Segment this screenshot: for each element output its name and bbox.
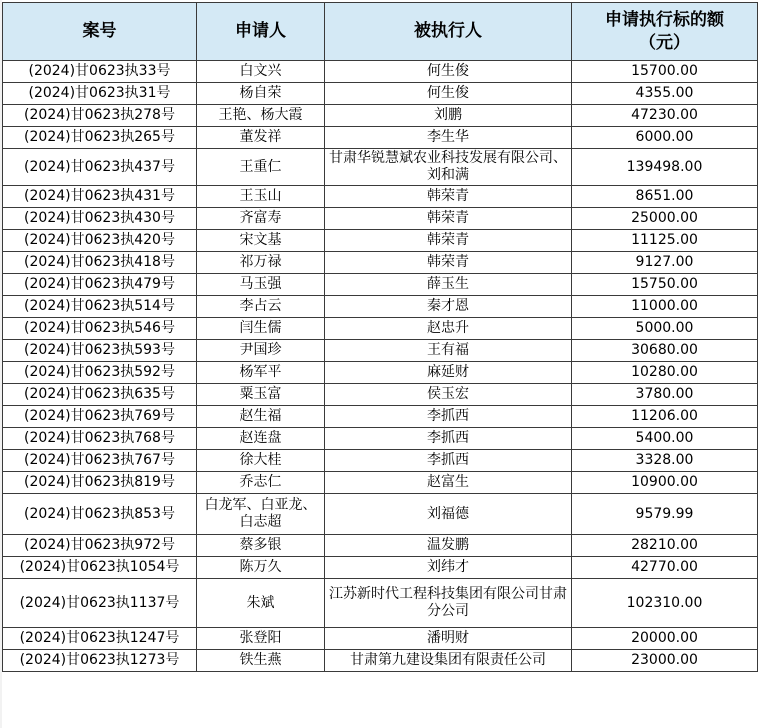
cell-case-no[interactable]: (2024)甘0623执769号 bbox=[3, 406, 197, 428]
cell-respondent[interactable]: 韩荣青 bbox=[325, 230, 572, 252]
cell-respondent[interactable]: 韩荣青 bbox=[325, 208, 572, 230]
cell-amount[interactable]: 6000.00 bbox=[572, 127, 758, 149]
cell-case-no[interactable]: (2024)甘0623执853号 bbox=[3, 494, 197, 535]
case-table bbox=[2, 2, 758, 672]
cell-amount[interactable]: 30680.00 bbox=[572, 340, 758, 362]
cell-amount[interactable]: 3780.00 bbox=[572, 384, 758, 406]
cell-applicant[interactable]: 齐富寿 bbox=[197, 208, 325, 230]
table-row bbox=[3, 318, 758, 340]
cell-case-no[interactable]: (2024)甘0623执635号 bbox=[3, 384, 197, 406]
table-row bbox=[3, 274, 758, 296]
cell-case-no[interactable]: (2024)甘0623执593号 bbox=[3, 340, 197, 362]
cell-case-no[interactable]: (2024)甘0623执420号 bbox=[3, 230, 197, 252]
table-row bbox=[3, 472, 758, 494]
cell-applicant[interactable]: 王玉山 bbox=[197, 186, 325, 208]
cell-amount[interactable]: 47230.00 bbox=[572, 105, 758, 127]
table-row bbox=[3, 105, 758, 127]
cell-respondent[interactable]: 韩荣青 bbox=[325, 186, 572, 208]
cell-case-no[interactable]: (2024)甘0623执430号 bbox=[3, 208, 197, 230]
cell-applicant[interactable]: 马玉强 bbox=[197, 274, 325, 296]
table-row bbox=[3, 340, 758, 362]
cell-case-no[interactable]: (2024)甘0623执1247号 bbox=[3, 628, 197, 650]
cell-amount[interactable]: 5400.00 bbox=[572, 428, 758, 450]
cell-applicant[interactable]: 粟玉富 bbox=[197, 384, 325, 406]
header-amount-line1: 申请执行标的额 bbox=[605, 9, 724, 30]
cell-amount[interactable]: 10280.00 bbox=[572, 362, 758, 384]
cell-case-no[interactable]: (2024)甘0623执972号 bbox=[3, 535, 197, 557]
cell-applicant[interactable]: 蔡多银 bbox=[197, 535, 325, 557]
cell-case-no[interactable]: (2024)甘0623执514号 bbox=[3, 296, 197, 318]
cell-case-no[interactable]: (2024)甘0623执278号 bbox=[3, 105, 197, 127]
cell-case-no[interactable]: (2024)甘0623执1137号 bbox=[3, 579, 197, 628]
table-row bbox=[3, 208, 758, 230]
cell-respondent[interactable]: 李抓西 bbox=[325, 406, 572, 428]
cell-respondent[interactable]: 李抓西 bbox=[325, 428, 572, 450]
cell-respondent[interactable]: 麻延财 bbox=[325, 362, 572, 384]
header-amount[interactable] bbox=[572, 3, 758, 61]
cell-respondent[interactable]: 侯玉宏 bbox=[325, 384, 572, 406]
cell-applicant[interactable]: 陈万久 bbox=[197, 557, 325, 579]
cell-respondent[interactable]: 李抓西 bbox=[325, 450, 572, 472]
cell-amount[interactable]: 11000.00 bbox=[572, 296, 758, 318]
table-row bbox=[3, 127, 758, 149]
cell-amount[interactable]: 3328.00 bbox=[572, 450, 758, 472]
header-case-no[interactable]: 案号 bbox=[3, 3, 197, 61]
cell-amount[interactable]: 28210.00 bbox=[572, 535, 758, 557]
cell-respondent[interactable]: 何生俊 bbox=[325, 61, 572, 83]
cell-case-no[interactable]: (2024)甘0623执31号 bbox=[3, 83, 197, 105]
cell-applicant[interactable]: 杨军平 bbox=[197, 362, 325, 384]
cell-applicant[interactable]: 董发祥 bbox=[197, 127, 325, 149]
cell-applicant[interactable]: 杨自荣 bbox=[197, 83, 325, 105]
table-row bbox=[3, 186, 758, 208]
cell-amount[interactable]: 23000.00 bbox=[572, 650, 758, 672]
cell-respondent[interactable]: 韩荣青 bbox=[325, 252, 572, 274]
cell-case-no[interactable]: (2024)甘0623执33号 bbox=[3, 61, 197, 83]
cell-applicant[interactable]: 朱斌 bbox=[197, 579, 325, 628]
table-row bbox=[3, 650, 758, 672]
cell-respondent[interactable]: 王有福 bbox=[325, 340, 572, 362]
table-row bbox=[3, 83, 758, 105]
cell-respondent[interactable]: 甘肃华锐慧斌农业科技发展有限公司、刘和满 bbox=[325, 149, 572, 186]
header-row bbox=[3, 3, 758, 61]
cell-respondent[interactable]: 赵富生 bbox=[325, 472, 572, 494]
table-row bbox=[3, 557, 758, 579]
cell-applicant[interactable]: 祁万禄 bbox=[197, 252, 325, 274]
cell-amount[interactable]: 10900.00 bbox=[572, 472, 758, 494]
cell-applicant[interactable]: 王重仁 bbox=[197, 149, 325, 186]
cell-case-no[interactable]: (2024)甘0623执819号 bbox=[3, 472, 197, 494]
cell-respondent[interactable]: 何生俊 bbox=[325, 83, 572, 105]
table-row bbox=[3, 61, 758, 83]
cell-amount[interactable]: 20000.00 bbox=[572, 628, 758, 650]
cell-case-no[interactable]: (2024)甘0623执437号 bbox=[3, 149, 197, 186]
table-row bbox=[3, 252, 758, 274]
table-row bbox=[3, 494, 758, 535]
table-row bbox=[3, 230, 758, 252]
cell-case-no[interactable]: (2024)甘0623执546号 bbox=[3, 318, 197, 340]
cell-case-no[interactable]: (2024)甘0623执418号 bbox=[3, 252, 197, 274]
table-row bbox=[3, 296, 758, 318]
cell-case-no[interactable]: (2024)甘0623执592号 bbox=[3, 362, 197, 384]
cell-case-no[interactable]: (2024)甘0623执1273号 bbox=[3, 650, 197, 672]
cell-amount[interactable]: 42770.00 bbox=[572, 557, 758, 579]
cell-applicant[interactable]: 白龙军、白亚龙、白志超 bbox=[197, 494, 325, 535]
cell-amount[interactable]: 4355.00 bbox=[572, 83, 758, 105]
cell-case-no[interactable]: (2024)甘0623执768号 bbox=[3, 428, 197, 450]
cell-amount[interactable]: 9579.99 bbox=[572, 494, 758, 535]
cell-applicant[interactable]: 闫生儒 bbox=[197, 318, 325, 340]
cell-case-no[interactable]: (2024)甘0623执767号 bbox=[3, 450, 197, 472]
cell-amount[interactable]: 102310.00 bbox=[572, 579, 758, 628]
table-row bbox=[3, 628, 758, 650]
cell-respondent[interactable]: 甘肃第九建设集团有限责任公司 bbox=[325, 650, 572, 672]
cell-applicant[interactable]: 白文兴 bbox=[197, 61, 325, 83]
table-body bbox=[3, 61, 758, 672]
header-amount-line2: （元） bbox=[639, 32, 690, 53]
cell-applicant[interactable]: 宋文基 bbox=[197, 230, 325, 252]
cell-amount[interactable]: 11125.00 bbox=[572, 230, 758, 252]
table-row bbox=[3, 579, 758, 628]
cell-respondent[interactable]: 李生华 bbox=[325, 127, 572, 149]
cell-respondent[interactable]: 潘明财 bbox=[325, 628, 572, 650]
cell-applicant[interactable]: 赵连盘 bbox=[197, 428, 325, 450]
cell-applicant[interactable]: 李占云 bbox=[197, 296, 325, 318]
cell-applicant[interactable]: 张登阳 bbox=[197, 628, 325, 650]
table-row bbox=[3, 535, 758, 557]
table-row bbox=[3, 428, 758, 450]
cell-amount[interactable]: 11206.00 bbox=[572, 406, 758, 428]
cell-applicant[interactable]: 乔志仁 bbox=[197, 472, 325, 494]
cell-respondent[interactable]: 赵忠升 bbox=[325, 318, 572, 340]
table-row bbox=[3, 149, 758, 186]
cell-respondent[interactable]: 刘福德 bbox=[325, 494, 572, 535]
cell-applicant[interactable]: 铁生燕 bbox=[197, 650, 325, 672]
cell-respondent[interactable]: 刘鹏 bbox=[325, 105, 572, 127]
table-row bbox=[3, 362, 758, 384]
cell-amount[interactable]: 8651.00 bbox=[572, 186, 758, 208]
cell-respondent[interactable]: 江苏新时代工程科技集团有限公司甘肃分公司 bbox=[325, 579, 572, 628]
cell-applicant[interactable]: 徐大桂 bbox=[197, 450, 325, 472]
cell-applicant[interactable]: 王艳、杨大霞 bbox=[197, 105, 325, 127]
cell-case-no[interactable]: (2024)甘0623执1054号 bbox=[3, 557, 197, 579]
cell-amount[interactable]: 139498.00 bbox=[572, 149, 758, 186]
cell-amount[interactable]: 15700.00 bbox=[572, 61, 758, 83]
header-respondent[interactable]: 被执行人 bbox=[325, 3, 572, 61]
cell-case-no[interactable]: (2024)甘0623执265号 bbox=[3, 127, 197, 149]
cell-case-no[interactable]: (2024)甘0623执479号 bbox=[3, 274, 197, 296]
cell-respondent[interactable]: 秦才恩 bbox=[325, 296, 572, 318]
table-row bbox=[3, 450, 758, 472]
cell-respondent[interactable]: 刘纬才 bbox=[325, 557, 572, 579]
cell-amount[interactable]: 9127.00 bbox=[572, 252, 758, 274]
cell-respondent[interactable]: 温发鹏 bbox=[325, 535, 572, 557]
cell-amount[interactable]: 15750.00 bbox=[572, 274, 758, 296]
table-row bbox=[3, 406, 758, 428]
header-applicant[interactable]: 申请人 bbox=[197, 3, 325, 61]
cell-case-no[interactable]: (2024)甘0623执431号 bbox=[3, 186, 197, 208]
cell-applicant[interactable]: 赵生福 bbox=[197, 406, 325, 428]
cell-amount[interactable]: 25000.00 bbox=[572, 208, 758, 230]
table-row bbox=[3, 384, 758, 406]
cell-applicant[interactable]: 尹国珍 bbox=[197, 340, 325, 362]
cell-amount[interactable]: 5000.00 bbox=[572, 318, 758, 340]
cell-respondent[interactable]: 薛玉生 bbox=[325, 274, 572, 296]
